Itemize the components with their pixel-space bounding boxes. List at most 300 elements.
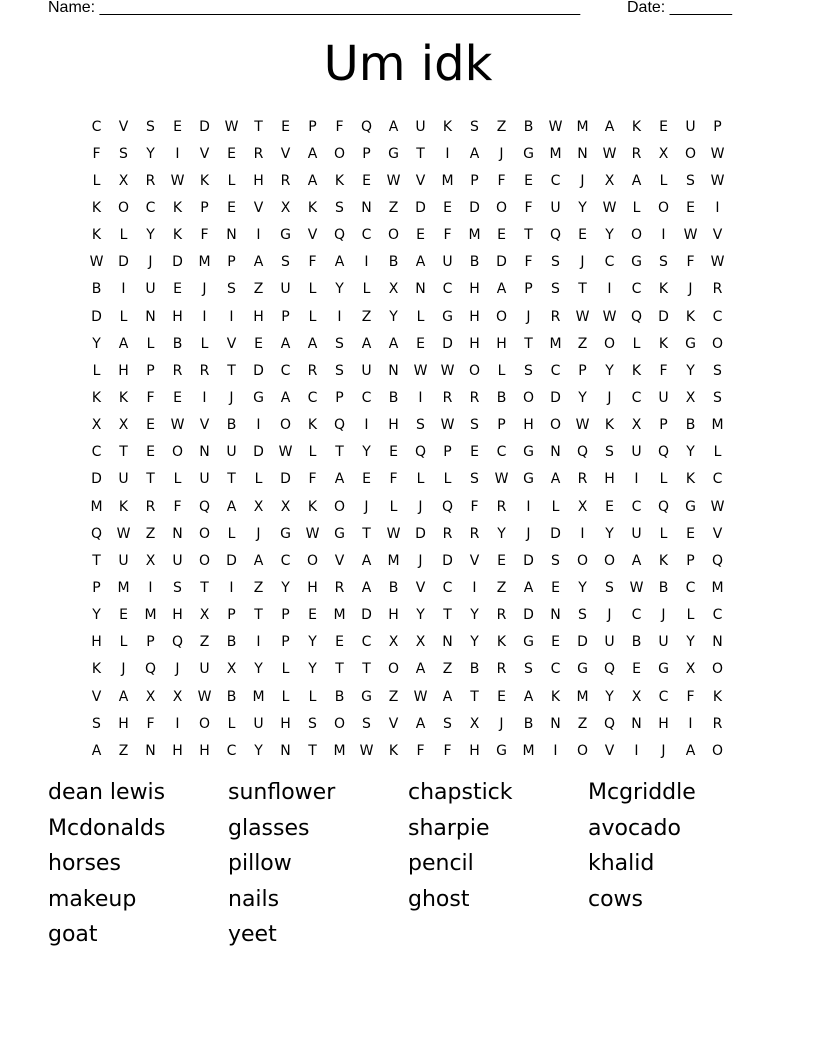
grid-letter: J bbox=[661, 742, 666, 759]
grid-letter: G bbox=[685, 335, 696, 352]
grid-letter: M bbox=[468, 227, 481, 244]
grid-letter: U bbox=[361, 362, 372, 379]
grid-letter: Q bbox=[171, 634, 184, 651]
grid-letter: F bbox=[308, 471, 317, 488]
grid-letter: C bbox=[496, 444, 507, 461]
grid-letter: J bbox=[607, 607, 612, 624]
grid-letter: G bbox=[523, 444, 534, 461]
grid-letter: Q bbox=[414, 444, 427, 461]
grid-letter: V bbox=[388, 715, 399, 732]
grid-letter: W bbox=[575, 308, 590, 325]
grid-letter: N bbox=[550, 715, 561, 732]
grid-letter: Z bbox=[442, 661, 453, 678]
grid-letter: T bbox=[119, 444, 128, 461]
grid-letter: A bbox=[307, 145, 318, 162]
grid-letter: V bbox=[415, 172, 426, 189]
grid-letter: Z bbox=[253, 579, 264, 596]
grid-letter: G bbox=[361, 688, 372, 705]
grid-letter: K bbox=[631, 362, 642, 379]
word-list-item: pillow bbox=[228, 851, 292, 877]
grid-letter: O bbox=[522, 389, 535, 406]
grid-letter: C bbox=[226, 742, 237, 759]
grid-letter: V bbox=[253, 199, 264, 216]
grid-letter: I bbox=[202, 389, 207, 406]
grid-letter: O bbox=[333, 498, 346, 515]
grid-letter: Q bbox=[657, 444, 670, 461]
grid-letter: L bbox=[281, 661, 290, 678]
grid-letter: I bbox=[364, 254, 369, 271]
grid-letter: E bbox=[524, 172, 533, 189]
grid-letter: K bbox=[685, 471, 696, 488]
grid-letter: C bbox=[712, 308, 723, 325]
grid-letter: D bbox=[415, 199, 426, 216]
grid-letter: R bbox=[145, 498, 156, 515]
grid-letter: A bbox=[631, 172, 642, 189]
grid-letter: G bbox=[496, 742, 507, 759]
grid-letter: H bbox=[469, 742, 480, 759]
grid-letter: Y bbox=[686, 444, 695, 461]
grid-letter: E bbox=[281, 118, 290, 135]
grid-letter: I bbox=[472, 579, 477, 596]
grid-letter: D bbox=[361, 607, 372, 624]
grid-letter: J bbox=[418, 552, 423, 569]
grid-letter: R bbox=[172, 362, 183, 379]
grid-letter: A bbox=[280, 389, 291, 406]
grid-letter: L bbox=[632, 199, 641, 216]
grid-letter: R bbox=[469, 389, 480, 406]
grid-letter: H bbox=[469, 281, 480, 298]
name-field-label: Name: ______________________________________________________ bbox=[48, 0, 581, 16]
grid-letter: N bbox=[361, 199, 372, 216]
grid-letter: W bbox=[602, 199, 617, 216]
grid-letter: L bbox=[227, 172, 236, 189]
grid-letter: O bbox=[711, 661, 724, 678]
grid-letter: X bbox=[469, 715, 480, 732]
grid-letter: S bbox=[173, 579, 182, 596]
word-list-item: chapstick bbox=[408, 780, 513, 805]
grid-letter: H bbox=[172, 607, 183, 624]
grid-letter: O bbox=[333, 145, 346, 162]
grid-letter: I bbox=[256, 634, 261, 651]
grid-letter: F bbox=[443, 227, 452, 244]
grid-letter: A bbox=[334, 254, 345, 271]
grid-letter: L bbox=[119, 634, 128, 651]
grid-letter: F bbox=[146, 715, 155, 732]
grid-letter: K bbox=[307, 199, 318, 216]
grid-letter: L bbox=[308, 308, 317, 325]
grid-letter: O bbox=[495, 308, 508, 325]
grid-letter: F bbox=[200, 227, 209, 244]
grid-letter: D bbox=[577, 634, 588, 651]
grid-letter: A bbox=[307, 172, 318, 189]
grid-letter: U bbox=[199, 661, 210, 678]
grid-letter: H bbox=[280, 715, 291, 732]
grid-letter: C bbox=[658, 688, 669, 705]
grid-letter: V bbox=[712, 227, 723, 244]
grid-letter: A bbox=[523, 688, 534, 705]
grid-letter: T bbox=[200, 579, 209, 596]
grid-letter: E bbox=[416, 227, 425, 244]
grid-letter: X bbox=[226, 661, 237, 678]
grid-letter: N bbox=[550, 444, 561, 461]
grid-letter: I bbox=[175, 715, 180, 732]
grid-letter: W bbox=[710, 254, 725, 271]
grid-letter: J bbox=[364, 498, 369, 515]
grid-letter: W bbox=[629, 579, 644, 596]
grid-letter: S bbox=[524, 661, 533, 678]
grid-letter: X bbox=[91, 417, 102, 434]
grid-letter: T bbox=[92, 552, 101, 569]
word-list-item: sunflower bbox=[228, 780, 336, 805]
grid-letter: E bbox=[659, 118, 668, 135]
grid-letter: M bbox=[549, 335, 562, 352]
grid-letter: B bbox=[685, 417, 696, 434]
grid-letter: S bbox=[524, 362, 533, 379]
grid-letter: U bbox=[118, 552, 129, 569]
grid-letter: K bbox=[172, 227, 183, 244]
grid-letter: Y bbox=[578, 579, 587, 596]
grid-letter: E bbox=[146, 417, 155, 434]
grid-letter: U bbox=[280, 281, 291, 298]
grid-letter: Y bbox=[605, 688, 614, 705]
grid-letter: P bbox=[308, 118, 317, 135]
grid-letter: U bbox=[658, 634, 669, 651]
grid-letter: L bbox=[308, 688, 317, 705]
grid-letter: J bbox=[175, 661, 180, 678]
grid-letter: Q bbox=[576, 444, 589, 461]
grid-letter: C bbox=[442, 281, 453, 298]
grid-letter: Y bbox=[470, 634, 479, 651]
grid-letter: X bbox=[388, 634, 399, 651]
grid-letter: C bbox=[712, 607, 723, 624]
grid-letter: X bbox=[118, 172, 129, 189]
grid-letter: E bbox=[416, 335, 425, 352]
grid-letter: L bbox=[308, 281, 317, 298]
grid-letter: E bbox=[173, 118, 182, 135]
grid-letter: A bbox=[442, 688, 453, 705]
grid-letter: M bbox=[711, 579, 724, 596]
grid-letter: L bbox=[254, 471, 263, 488]
grid-letter: L bbox=[173, 471, 182, 488]
grid-letter: P bbox=[470, 172, 479, 189]
grid-letter: Q bbox=[657, 498, 670, 515]
grid-letter: K bbox=[496, 634, 507, 651]
grid-letter: F bbox=[497, 172, 506, 189]
grid-letter: D bbox=[550, 389, 561, 406]
grid-letter: J bbox=[661, 607, 666, 624]
grid-letter: D bbox=[91, 308, 102, 325]
grid-letter: P bbox=[281, 634, 290, 651]
grid-letter: G bbox=[388, 145, 399, 162]
grid-letter: R bbox=[199, 362, 210, 379]
word-list-item: makeup bbox=[48, 886, 137, 912]
grid-letter: P bbox=[281, 308, 290, 325]
grid-letter: C bbox=[145, 199, 156, 216]
word-list-item: goat bbox=[48, 922, 98, 948]
grid-letter: J bbox=[580, 254, 585, 271]
grid-letter: I bbox=[418, 389, 423, 406]
grid-letter: Z bbox=[199, 634, 210, 651]
grid-letter: Q bbox=[198, 498, 211, 515]
grid-letter: S bbox=[335, 335, 344, 352]
grid-letter: Q bbox=[144, 661, 157, 678]
grid-letter: Y bbox=[92, 607, 101, 624]
grid-letter: D bbox=[496, 254, 507, 271]
grid-letter: Z bbox=[577, 715, 588, 732]
grid-letter: D bbox=[199, 118, 210, 135]
grid-letter: T bbox=[227, 362, 236, 379]
grid-letter: I bbox=[364, 417, 369, 434]
grid-letter: D bbox=[442, 552, 453, 569]
grid-letter: E bbox=[497, 227, 506, 244]
grid-letter: Q bbox=[333, 417, 346, 434]
grid-letter: C bbox=[91, 444, 102, 461]
grid-letter: E bbox=[497, 688, 506, 705]
grid-letter: T bbox=[578, 281, 587, 298]
grid-letter: D bbox=[172, 254, 183, 271]
grid-letter: J bbox=[256, 525, 261, 542]
grid-letter: X bbox=[253, 498, 264, 515]
grid-letter: Y bbox=[389, 308, 398, 325]
grid-letter: C bbox=[280, 552, 291, 569]
grid-letter: D bbox=[91, 471, 102, 488]
grid-letter: W bbox=[170, 417, 185, 434]
grid-letter: E bbox=[362, 172, 371, 189]
grid-letter: E bbox=[551, 634, 560, 651]
grid-letter: K bbox=[118, 389, 129, 406]
grid-letter: M bbox=[387, 552, 400, 569]
grid-letter: Q bbox=[711, 552, 724, 569]
grid-letter: T bbox=[524, 227, 533, 244]
grid-letter: T bbox=[254, 607, 263, 624]
word-list-item: horses bbox=[48, 851, 121, 877]
grid-letter: H bbox=[253, 172, 264, 189]
grid-letter: A bbox=[631, 552, 642, 569]
grid-letter: B bbox=[91, 281, 102, 298]
grid-letter: A bbox=[334, 471, 345, 488]
grid-letter: Q bbox=[549, 227, 562, 244]
grid-letter: V bbox=[307, 227, 318, 244]
grid-letter: I bbox=[256, 227, 261, 244]
grid-letter: J bbox=[121, 661, 126, 678]
word-list-item: ghost bbox=[408, 886, 470, 912]
grid-letter: Q bbox=[90, 525, 103, 542]
grid-letter: H bbox=[172, 308, 183, 325]
grid-letter: C bbox=[361, 227, 372, 244]
grid-letter: U bbox=[253, 715, 264, 732]
grid-letter: S bbox=[335, 199, 344, 216]
grid-letter: X bbox=[145, 688, 156, 705]
grid-letter: O bbox=[387, 227, 400, 244]
grid-letter: K bbox=[91, 661, 102, 678]
grid-letter: L bbox=[362, 281, 371, 298]
grid-letter: J bbox=[499, 145, 504, 162]
grid-letter: T bbox=[335, 444, 344, 461]
grid-letter: B bbox=[469, 661, 480, 678]
grid-letter: A bbox=[253, 254, 264, 271]
grid-letter: A bbox=[388, 335, 399, 352]
grid-letter: U bbox=[550, 199, 561, 216]
grid-letter: Y bbox=[686, 362, 695, 379]
grid-letter: M bbox=[441, 172, 454, 189]
grid-letter: Q bbox=[630, 308, 643, 325]
grid-letter: K bbox=[118, 498, 129, 515]
grid-letter: Y bbox=[92, 335, 101, 352]
grid-letter: A bbox=[415, 715, 426, 732]
grid-letter: I bbox=[229, 308, 234, 325]
grid-letter: E bbox=[146, 444, 155, 461]
grid-letter: T bbox=[227, 471, 236, 488]
grid-letter: W bbox=[710, 145, 725, 162]
grid-letter: F bbox=[416, 742, 425, 759]
grid-letter: I bbox=[634, 471, 639, 488]
word-list-item: dean lewis bbox=[48, 780, 166, 805]
grid-letter: E bbox=[632, 661, 641, 678]
grid-letter: L bbox=[227, 525, 236, 542]
grid-letter: W bbox=[89, 254, 104, 271]
grid-letter: D bbox=[550, 525, 561, 542]
grid-letter: A bbox=[91, 742, 102, 759]
grid-letter: R bbox=[307, 362, 318, 379]
grid-letter: O bbox=[684, 145, 697, 162]
grid-letter: A bbox=[415, 661, 426, 678]
grid-letter: L bbox=[659, 471, 668, 488]
grid-letter: A bbox=[550, 471, 561, 488]
grid-letter: M bbox=[252, 688, 265, 705]
grid-letter: O bbox=[576, 742, 589, 759]
grid-letter: R bbox=[496, 607, 507, 624]
grid-letter: Q bbox=[603, 661, 616, 678]
grid-letter: B bbox=[226, 688, 237, 705]
grid-letter: H bbox=[658, 715, 669, 732]
grid-letter: I bbox=[445, 145, 450, 162]
grid-letter: L bbox=[659, 525, 668, 542]
grid-letter: T bbox=[362, 661, 371, 678]
grid-letter: R bbox=[442, 525, 453, 542]
grid-letter: Z bbox=[496, 579, 507, 596]
grid-letter: B bbox=[658, 579, 669, 596]
grid-letter: K bbox=[307, 417, 318, 434]
grid-letter: W bbox=[602, 308, 617, 325]
grid-letter: T bbox=[443, 607, 452, 624]
grid-letter: X bbox=[280, 199, 291, 216]
grid-letter: H bbox=[253, 308, 264, 325]
grid-letter: O bbox=[198, 715, 211, 732]
grid-letter: M bbox=[549, 145, 562, 162]
grid-letter: U bbox=[199, 471, 210, 488]
grid-letter: B bbox=[496, 389, 507, 406]
grid-letter: A bbox=[118, 335, 129, 352]
grid-letter: M bbox=[198, 254, 211, 271]
grid-letter: L bbox=[146, 335, 155, 352]
grid-letter: U bbox=[118, 471, 129, 488]
grid-letter: J bbox=[688, 281, 693, 298]
grid-letter: G bbox=[334, 525, 345, 542]
grid-letter: F bbox=[524, 199, 533, 216]
grid-letter: D bbox=[658, 308, 669, 325]
grid-letter: S bbox=[659, 254, 668, 271]
grid-letter: V bbox=[469, 552, 480, 569]
grid-letter: R bbox=[496, 498, 507, 515]
page-title: Um idk bbox=[323, 36, 493, 92]
grid-letter: V bbox=[199, 145, 210, 162]
grid-letter: H bbox=[604, 471, 615, 488]
grid-letter: J bbox=[499, 715, 504, 732]
grid-letter: C bbox=[307, 389, 318, 406]
grid-letter: O bbox=[630, 227, 643, 244]
grid-letter: N bbox=[199, 444, 210, 461]
grid-letter: C bbox=[361, 389, 372, 406]
grid-letter: S bbox=[578, 607, 587, 624]
grid-letter: C bbox=[442, 579, 453, 596]
grid-letter: W bbox=[602, 145, 617, 162]
grid-letter: P bbox=[659, 417, 668, 434]
grid-letter: P bbox=[227, 607, 236, 624]
grid-letter: X bbox=[172, 688, 183, 705]
grid-letter: R bbox=[442, 389, 453, 406]
grid-letter: A bbox=[604, 118, 615, 135]
grid-letter: S bbox=[551, 254, 560, 271]
grid-letter: A bbox=[361, 579, 372, 596]
grid-letter: K bbox=[685, 308, 696, 325]
grid-letter: L bbox=[686, 607, 695, 624]
grid-letter: W bbox=[413, 688, 428, 705]
word-list-item: sharpie bbox=[408, 815, 490, 841]
grid-letter: W bbox=[197, 688, 212, 705]
grid-letter: W bbox=[359, 742, 374, 759]
grid-letter: L bbox=[632, 335, 641, 352]
grid-letter: Q bbox=[603, 715, 616, 732]
grid-letter: S bbox=[92, 715, 101, 732]
grid-letter: U bbox=[685, 118, 696, 135]
grid-letter: A bbox=[523, 579, 534, 596]
grid-letter: O bbox=[549, 417, 562, 434]
grid-letter: D bbox=[280, 471, 291, 488]
grid-letter: J bbox=[580, 172, 585, 189]
grid-letter: S bbox=[713, 362, 722, 379]
grid-letter: N bbox=[442, 634, 453, 651]
grid-letter: Z bbox=[253, 281, 264, 298]
grid-letter: N bbox=[145, 742, 156, 759]
grid-letter: W bbox=[683, 227, 698, 244]
grid-letter: I bbox=[607, 281, 612, 298]
grid-letter: M bbox=[522, 742, 535, 759]
grid-letter: U bbox=[658, 389, 669, 406]
grid-letter: P bbox=[227, 254, 236, 271]
grid-letter: Y bbox=[497, 525, 506, 542]
grid-letter: T bbox=[362, 525, 371, 542]
grid-letter: F bbox=[443, 742, 452, 759]
grid-letter: B bbox=[334, 688, 345, 705]
grid-letter: W bbox=[170, 172, 185, 189]
grid-letter: S bbox=[308, 715, 317, 732]
grid-letter: D bbox=[442, 335, 453, 352]
grid-letter: X bbox=[631, 417, 642, 434]
grid-letter: H bbox=[388, 417, 399, 434]
grid-letter: F bbox=[173, 498, 182, 515]
grid-letter: Y bbox=[686, 634, 695, 651]
grid-letter: Y bbox=[146, 227, 155, 244]
word-list-item: Mcdonalds bbox=[48, 815, 166, 841]
grid-letter: S bbox=[119, 145, 128, 162]
grid-letter: Q bbox=[360, 118, 373, 135]
grid-letter: T bbox=[146, 471, 155, 488]
worksheet-header bbox=[48, 0, 748, 20]
grid-letter: Z bbox=[145, 525, 156, 542]
grid-letter: P bbox=[524, 281, 533, 298]
grid-letter: S bbox=[470, 417, 479, 434]
grid-letter: H bbox=[496, 335, 507, 352]
